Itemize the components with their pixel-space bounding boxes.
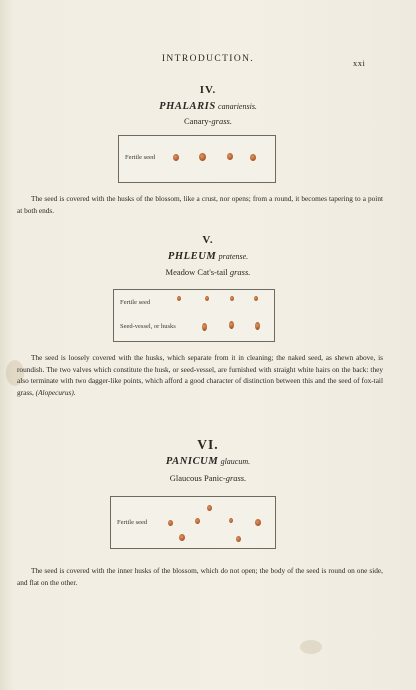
genus-name: PANICUM <box>165 456 219 467</box>
seed-illustration <box>227 153 233 160</box>
species-name <box>0 251 416 262</box>
genus-name: PHALARIS <box>159 101 216 112</box>
seed-illustration <box>254 296 258 301</box>
plate-label: Fertile seed <box>120 299 151 306</box>
section-paragraph <box>17 352 383 398</box>
seed-illustration <box>205 296 209 301</box>
species-name <box>0 456 416 467</box>
seed-illustration <box>229 518 233 523</box>
seed-illustration <box>179 534 185 541</box>
common-name-text: Canary- <box>184 116 212 126</box>
common-name <box>0 116 416 126</box>
paragraph-text: The seed is covered with the husks of the blossom, like a crust, nor opens; from a round, it becomes tapering to a point at both ends. <box>17 194 383 215</box>
paper-stain <box>300 640 322 654</box>
seed-plate <box>113 289 275 342</box>
species-epithet: canariensis. <box>218 102 257 111</box>
paragraph-italic-text: (Alopecurus) <box>35 387 74 397</box>
page-number: xxi <box>353 58 366 68</box>
section-paragraph <box>17 565 383 588</box>
common-name <box>0 473 416 483</box>
seed-illustration <box>195 518 200 524</box>
species-epithet: glaucum. <box>220 457 251 466</box>
seed-illustration <box>207 505 212 511</box>
seed-illustration <box>173 154 179 161</box>
seed-plate <box>118 135 276 183</box>
husk-illustration <box>229 321 234 329</box>
species-name <box>0 101 416 112</box>
common-name <box>0 267 416 277</box>
seed-illustration <box>250 154 256 161</box>
seed-illustration <box>255 519 261 526</box>
husk-illustration <box>255 322 260 330</box>
paragraph-text: The seed is loosely covered with the husks, which separate from it in cleaning; the naked seed, as shewn above, is roundish. The two valves which constitute the husk, or seed-vessel, are furnished with straight white hairs on the back: they also terminate with two dagger-like points, which afford a good character of distinction between this and the seed of fox-tail grass, <box>17 353 383 397</box>
seed-illustration <box>199 153 206 161</box>
plate-label: Seed-vessel, or husks <box>120 323 176 330</box>
genus-name: PHLEUM <box>167 251 217 262</box>
seed-illustration <box>168 520 173 526</box>
section-paragraph <box>17 193 383 216</box>
paragraph-text: The seed is covered with the inner husks of the blossom, which do not open; the body of the seed is round on one side, and flat on the other. <box>17 566 383 587</box>
common-name-text: Glaucous Panic- <box>169 473 226 483</box>
section-number: IV. <box>199 84 217 96</box>
seed-illustration <box>236 536 241 542</box>
running-header: INTRODUCTION. <box>161 54 255 64</box>
common-name-italic: grass. <box>225 473 247 483</box>
section-number: VI. <box>197 437 219 452</box>
section-number: V. <box>202 234 214 246</box>
plate-label: Fertile seed <box>125 154 156 161</box>
seed-plate <box>110 496 276 549</box>
common-name-italic: grass. <box>211 116 232 126</box>
plate-label: Fertile seed <box>117 519 148 526</box>
species-epithet: pratense. <box>218 252 249 261</box>
paragraph-text: . <box>73 387 76 397</box>
seed-illustration <box>177 296 181 301</box>
husk-illustration <box>202 323 207 331</box>
common-name-italic: grass. <box>229 267 251 277</box>
common-name-text: Meadow Cat's-tail <box>165 267 230 277</box>
seed-illustration <box>230 296 234 301</box>
